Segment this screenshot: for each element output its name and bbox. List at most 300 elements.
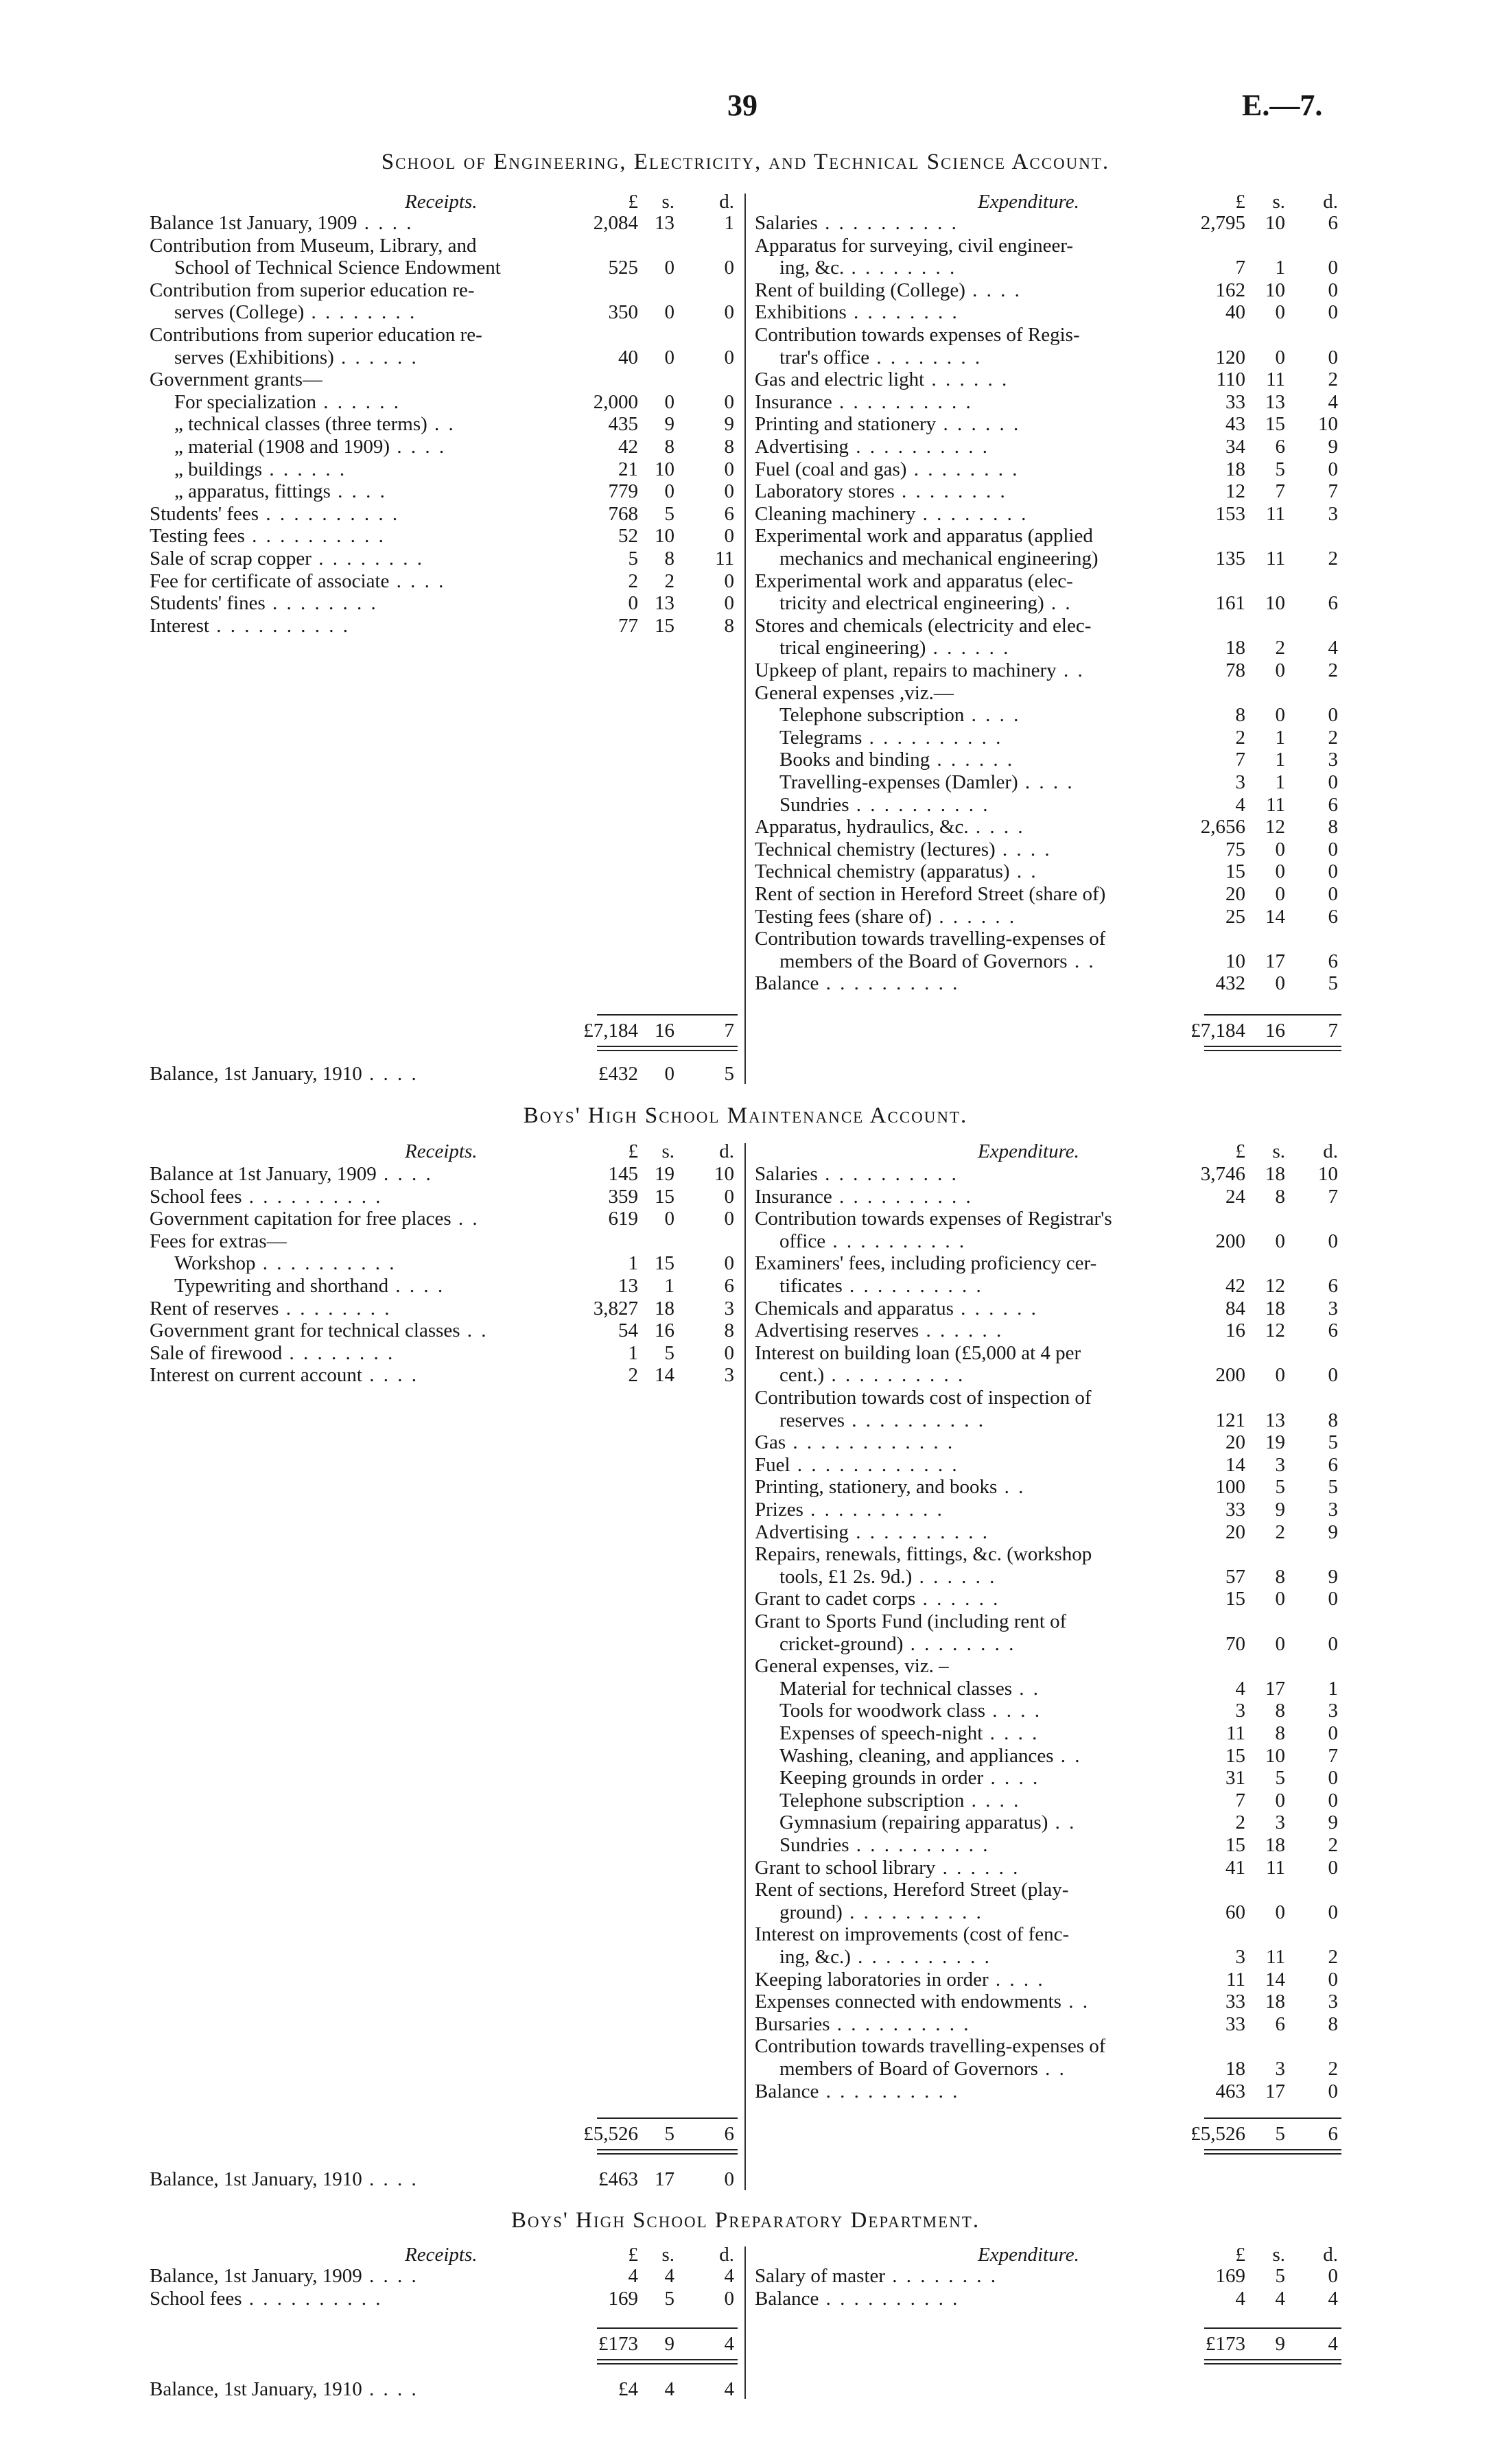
amount-shillings: 6 [1275, 2013, 1285, 2035]
amount-pence: 0 [1328, 838, 1338, 860]
line-label-text: Interest on building loan (£5,000 at 4 per [755, 1341, 1081, 1364]
amount-pounds: 14 [1225, 1453, 1245, 1476]
expenditure-line [755, 2080, 1441, 2103]
line-label-text: Balance [755, 2080, 819, 2102]
line-label [174, 257, 501, 279]
line-label [755, 2013, 971, 2036]
amount-shillings: 0 [1275, 1789, 1285, 1811]
line-label [755, 1342, 1081, 1365]
receipt-line [150, 1364, 836, 1387]
expenditure-line [755, 1901, 1441, 1924]
amount-pounds: 768 [608, 502, 638, 525]
receipt-line [150, 1230, 836, 1253]
line-label [755, 1655, 949, 1678]
leader-dots: . . [1044, 592, 1072, 615]
amount-pounds: 78 [1225, 659, 1245, 681]
expenditure-line [755, 1252, 1441, 1275]
currency-d: d. [719, 2244, 734, 2266]
amount-pounds: 70 [1225, 1632, 1245, 1655]
line-label-text: „ material (1908 and 1909) [174, 436, 390, 458]
receipt-line [150, 1163, 836, 1186]
expenditure-total [755, 2333, 1441, 2356]
line-label [150, 525, 386, 548]
line-label-text: Keeping laboratories in order [755, 1968, 989, 1991]
currency-s: s. [661, 2244, 674, 2266]
amount-pence: 6 [1328, 592, 1338, 615]
amount-pence: 0 [724, 592, 734, 615]
amount-pounds: 20 [1225, 1431, 1245, 1454]
line-label [755, 2288, 959, 2310]
carried-pence: 0 [724, 2168, 734, 2190]
amount-shillings: 13 [655, 212, 674, 234]
line-label [174, 413, 456, 436]
expenditure-line [755, 615, 1441, 637]
amount-pence: 0 [1328, 279, 1338, 301]
amount-pence: 0 [724, 570, 734, 592]
amount-shillings: 4 [1275, 2287, 1285, 2310]
line-label [150, 503, 399, 526]
line-label [755, 301, 959, 324]
line-label [779, 771, 1075, 794]
amount-pence: 0 [1328, 860, 1338, 883]
line-label-text: Interest [150, 614, 209, 637]
expenditure-line [755, 1678, 1441, 1700]
rule-above-total [1204, 2327, 1341, 2329]
line-label-text: Advertising reserves [755, 1319, 919, 1342]
expenditure-line [755, 2013, 1441, 2036]
amount-shillings: 1 [1275, 749, 1285, 771]
leader-dots: . . . . . . [333, 346, 419, 368]
amount-shillings: 19 [1265, 1431, 1285, 1454]
total-pence: 6 [1328, 2123, 1338, 2145]
receipt-line [150, 235, 836, 257]
expenditure-line [755, 1499, 1441, 1521]
amount-pence: 6 [1328, 1275, 1338, 1297]
line-label-text: Balance 1st January, 1909 [150, 212, 357, 234]
expenditure-line [755, 883, 1441, 906]
currency-d: d. [1323, 191, 1338, 213]
amount-pounds: 20 [1225, 883, 1245, 905]
total-pounds: £7,184 [583, 1020, 638, 1042]
carried-balance [150, 1063, 836, 1086]
line-label [779, 749, 1014, 771]
line-label-text: Washing, cleaning, and appliances [779, 1744, 1054, 1767]
leader-dots: . . . . . . [953, 1297, 1038, 1319]
line-label-text: Experimental work and apparatus (applied [755, 525, 1093, 548]
rule-above-total [597, 1014, 738, 1016]
amount-shillings: 12 [1265, 816, 1285, 838]
receipt-line [150, 436, 836, 458]
line-label [755, 1969, 1045, 1991]
line-label-text: Cleaning machinery [755, 502, 916, 525]
line-label-text: Tools for woodwork class [779, 1700, 986, 1722]
line-label [779, 1811, 1076, 1834]
receipt-line [150, 391, 836, 414]
double-rule-below-total [597, 1046, 738, 1047]
receipt-line [150, 212, 836, 235]
line-label [755, 1186, 973, 1208]
line-label [150, 615, 350, 637]
leader-dots: . . . . [995, 838, 1052, 860]
amount-shillings: 17 [1265, 950, 1285, 972]
amount-pounds: 120 [1215, 346, 1245, 368]
receipt-line [150, 1208, 836, 1230]
line-label-text: Government grant for technical classes [150, 1319, 460, 1342]
expenditure-line [755, 570, 1441, 593]
line-label-text: Printing and stationery [755, 413, 937, 436]
carried-shillings: 4 [664, 2378, 674, 2400]
amount-shillings: 14 [655, 1364, 674, 1387]
leader-dots: . . . . . . [912, 1565, 997, 1588]
amount-pounds: 525 [608, 257, 638, 279]
line-label [779, 1678, 1040, 1700]
currency-p: £ [628, 2244, 638, 2266]
amount-pence: 2 [1328, 2058, 1338, 2080]
line-label-text: General expenses, viz. – [755, 1655, 949, 1678]
line-label [150, 279, 475, 302]
amount-pence: 10 [1318, 413, 1338, 436]
leader-dots: . . [451, 1208, 480, 1230]
leader-dots: . . . . . . . . [915, 502, 1029, 525]
line-label [755, 2080, 959, 2103]
leader-dots: . . . . . . [926, 637, 1011, 659]
line-label [779, 1364, 965, 1387]
line-label-text: Repairs, renewals, fittings, &c. (workshop [755, 1543, 1092, 1566]
line-label [755, 1923, 1069, 1946]
line-label [755, 235, 1073, 257]
line-label-text: ground) [779, 1901, 843, 1923]
amount-shillings: 8 [1275, 1700, 1285, 1722]
expenditure-line [755, 637, 1441, 659]
rule-above-total [597, 2117, 738, 2119]
expenditure-line [755, 1745, 1441, 1768]
amount-shillings: 5 [664, 502, 674, 525]
line-label [779, 548, 1099, 570]
column-divider [744, 1143, 746, 2190]
line-label [779, 1946, 991, 1969]
line-label-text: School fees [150, 2287, 242, 2310]
line-label [779, 637, 1010, 659]
line-label [755, 860, 1038, 883]
carried-balance-label [150, 2378, 419, 2401]
leader-dots: . . [460, 1319, 489, 1342]
expenditure-line [755, 1275, 1441, 1298]
amount-pence: 8 [1328, 816, 1338, 838]
amount-pence: 0 [1328, 458, 1338, 480]
expenditure-heading: Expenditure. [978, 2244, 1079, 2266]
receipt-line [150, 301, 836, 324]
line-label [755, 682, 954, 705]
line-label-text: Contribution towards travelling-expenses of [755, 928, 1106, 950]
line-label [174, 458, 347, 481]
amount-shillings: 9 [1275, 1499, 1285, 1521]
line-label [779, 1722, 1039, 1745]
expenditure-line [755, 324, 1441, 347]
amount-pence: 6 [1328, 793, 1338, 816]
leader-dots: . . . . . . . . . . [850, 1946, 991, 1968]
line-label-text: Insurance [755, 390, 832, 413]
receipt-line [150, 458, 836, 481]
line-label-text: Contribution towards expenses of Regis- [755, 324, 1080, 346]
currency-s: s. [1272, 1140, 1285, 1162]
carried-balance [150, 2168, 836, 2191]
amount-shillings: 0 [1275, 1230, 1285, 1252]
leader-dots: . . . . . . [930, 749, 1015, 771]
line-label-text: Government capitation for free places [150, 1208, 451, 1230]
carried-pounds: £463 [598, 2168, 638, 2190]
carried-pence: 4 [724, 2378, 734, 2400]
expenditure-line [755, 235, 1441, 257]
amount-shillings: 0 [1275, 1901, 1285, 1923]
amount-pence: 5 [1328, 972, 1338, 995]
expenditure-line [755, 2288, 1441, 2310]
line-label [779, 257, 956, 279]
amount-pence: 1 [724, 212, 734, 234]
receipt-line [150, 1342, 836, 1365]
line-label-text: „ buildings [174, 458, 263, 480]
total-pounds: £7,184 [1190, 1020, 1245, 1042]
line-label [150, 368, 322, 391]
amount-pounds: 13 [618, 1275, 638, 1297]
line-label-text: Interest on improvements (cost of fenc- [755, 1923, 1070, 1946]
line-label [174, 436, 446, 458]
line-label [755, 391, 973, 414]
leader-dots: . . . . . . . . [885, 2265, 998, 2287]
line-label-text: Contributions from superior education re- [150, 324, 482, 346]
amount-pence: 0 [724, 1252, 734, 1275]
leader-dots: . . . . [357, 212, 414, 234]
amount-shillings: 8 [1275, 1565, 1285, 1588]
line-label [779, 1790, 1020, 1812]
amount-pence: 3 [1328, 749, 1338, 771]
expenditure-line [755, 2265, 1441, 2288]
leader-dots: . . . . . . [915, 1588, 1000, 1610]
expenditure-line [755, 1923, 1441, 1946]
leader-dots: . . [1037, 2058, 1066, 2080]
line-label-text: Balance [755, 972, 819, 995]
line-label-text: School of Technical Science Endowment [174, 257, 501, 279]
amount-pounds: 2,795 [1200, 212, 1245, 234]
amount-shillings: 5 [664, 1341, 674, 1364]
line-label-text: Keeping grounds in order [779, 1767, 984, 1790]
line-label [755, 1991, 1090, 2013]
line-label-text: Grant to Sports Fund (including rent of [755, 1610, 1067, 1632]
line-label-text: Gymnasium (repairing apparatus) [779, 1811, 1048, 1834]
amount-pence: 8 [724, 614, 734, 637]
line-label-text: Expenses of speech-night [779, 1722, 983, 1744]
carried-balance-text: Balance, 1st January, 1910 [150, 2378, 362, 2400]
leader-dots: . . . . . . . . . . [819, 2080, 960, 2102]
amount-pence: 0 [1328, 1364, 1338, 1387]
line-label-text: ing, &c. [779, 257, 845, 279]
line-label-text: Experimental work and apparatus (elec- [755, 570, 1073, 592]
amount-pounds: 4 [1235, 2287, 1245, 2310]
line-label-text: members of the Board of Governors [779, 950, 1068, 972]
amount-shillings: 12 [1265, 1319, 1285, 1342]
currency-d: d. [1323, 1140, 1338, 1162]
leader-dots: . . [1011, 1677, 1040, 1700]
line-label [755, 883, 1105, 906]
amount-pence: 0 [1328, 346, 1338, 368]
currency-s: s. [661, 191, 674, 213]
amount-shillings: 0 [1275, 1588, 1285, 1610]
double-rule-below-total [1204, 2359, 1341, 2360]
expenditure-line [755, 860, 1441, 883]
expenditure-line [755, 1454, 1441, 1477]
total-shillings: 16 [1265, 1020, 1285, 1042]
leader-dots: . . . . . . . . . . [824, 1364, 965, 1387]
leader-dots: . . . . . . . . . . [819, 2287, 960, 2310]
line-label-text: Balance [755, 2287, 819, 2310]
currency-s: s. [661, 1140, 674, 1162]
line-label-text: School fees [150, 1185, 242, 1208]
line-label-text: Technical chemistry (apparatus) [755, 860, 1010, 883]
line-label [755, 324, 1080, 347]
line-label [779, 1767, 1040, 1790]
amount-pence: 0 [1328, 2265, 1338, 2287]
expenditure-line [755, 1655, 1441, 1678]
leader-dots: . . . . . . . . . . [848, 1521, 989, 1543]
line-label [174, 391, 401, 414]
leader-dots: . . . . . . . . . . [242, 1185, 383, 1208]
line-label-text: reserves [779, 1409, 845, 1431]
amount-shillings: 1 [664, 1275, 674, 1297]
line-label-text: Interest on current account [150, 1364, 362, 1387]
line-label [755, 1319, 1003, 1342]
receipts-heading: Receipts. [405, 191, 478, 213]
amount-pence: 4 [1328, 2287, 1338, 2310]
amount-pence: 10 [714, 1163, 734, 1185]
amount-pence: 2 [1328, 548, 1338, 570]
amount-shillings: 8 [664, 548, 674, 570]
total-shillings: 16 [655, 1020, 674, 1042]
amount-shillings: 15 [655, 614, 674, 637]
column-divider [744, 2246, 746, 2399]
line-label [150, 592, 378, 615]
line-label-text: Typewriting and shorthand [174, 1275, 389, 1297]
leader-dots: . . . . . . [935, 1856, 1020, 1879]
expenditure-line [755, 1387, 1441, 1409]
receipt-line [150, 413, 836, 436]
leader-dots: . . . . [965, 279, 1022, 301]
expenditure-line [755, 1969, 1441, 1991]
amount-pence: 4 [1328, 637, 1338, 659]
amount-shillings: 3 [1275, 2058, 1285, 2080]
line-label [755, 458, 1019, 481]
line-label [150, 1364, 419, 1387]
leader-dots: . . . . . . . . [282, 1341, 395, 1364]
amount-pence: 9 [1328, 1811, 1338, 1834]
amount-pounds: 169 [1215, 2265, 1245, 2287]
line-label-text: Laboratory stores [755, 480, 895, 503]
amount-shillings: 15 [655, 1185, 674, 1208]
receipt-line [150, 615, 836, 637]
leader-dots: . . . . [983, 1767, 1040, 1790]
amount-shillings: 1 [1275, 726, 1285, 749]
amount-pence: 7 [1328, 1744, 1338, 1767]
line-label-text: Contribution from superior education re- [150, 279, 475, 301]
amount-shillings: 0 [1275, 301, 1285, 324]
leader-dots: . . . . . . . . . . [825, 1230, 967, 1252]
expenditure-line [755, 347, 1441, 369]
amount-shillings: 14 [1265, 905, 1285, 928]
amount-pence: 3 [1328, 1991, 1338, 2013]
expenditure-line [755, 2035, 1441, 2058]
amount-pounds: 4 [628, 2265, 638, 2287]
line-label [755, 2265, 998, 2288]
amount-pence: 8 [1328, 1409, 1338, 1431]
amount-shillings: 3 [1275, 1811, 1285, 1834]
amount-pence: 5 [1328, 1476, 1338, 1499]
amount-shillings: 12 [1265, 1275, 1285, 1297]
amount-pounds: 200 [1215, 1230, 1245, 1252]
line-label [755, 1163, 959, 1186]
line-label-text: Examiners' fees, including proficiency cer- [755, 1252, 1097, 1275]
line-label-text: Advertising [755, 436, 849, 458]
double-rule-below-total [597, 2363, 738, 2365]
line-label-text: Students' fines [150, 592, 266, 615]
leader-dots: . . . . . . [262, 458, 347, 480]
leader-dots: . . [1048, 1811, 1077, 1834]
leader-dots: . . . . [330, 480, 387, 503]
total-pence: 7 [724, 1020, 734, 1042]
carried-pounds: £432 [598, 1063, 638, 1085]
line-label-text: cricket-ground) [779, 1632, 904, 1655]
amount-shillings: 5 [1275, 2265, 1285, 2287]
amount-pence: 6 [1328, 212, 1338, 234]
leader-dots: . . . . . . . . . . [803, 1499, 944, 1521]
amount-shillings: 4 [664, 2265, 674, 2287]
line-label-text: Gas [755, 1431, 786, 1454]
leader-dots: . . . . [983, 1722, 1040, 1744]
amount-pounds: 10 [1225, 950, 1245, 972]
expenditure-line [755, 771, 1441, 794]
line-label [755, 1499, 944, 1521]
line-label-text: Travelling-expenses (Damler) [779, 771, 1018, 793]
expenditure-line [755, 816, 1441, 838]
line-label [779, 1700, 1042, 1722]
amount-pence: 0 [724, 2287, 734, 2310]
amount-pounds: 153 [1215, 502, 1245, 525]
amount-pounds: 18 [1225, 2058, 1245, 2080]
line-label [755, 615, 1091, 637]
amount-pounds: 161 [1215, 592, 1245, 615]
expenditure-line [755, 1163, 1441, 1186]
amount-shillings: 16 [655, 1319, 674, 1342]
leader-dots: . . . . [389, 570, 446, 592]
line-label [755, 1610, 1066, 1633]
amount-pounds: 779 [608, 480, 638, 503]
expenditure-line [755, 1700, 1441, 1722]
line-label-text: tools, £1 2s. 9d.) [779, 1565, 913, 1588]
leader-dots: . . [1061, 1991, 1090, 2013]
receipt-line [150, 347, 836, 369]
line-label [779, 2058, 1066, 2080]
receipt-line [150, 1275, 836, 1298]
amount-shillings: 0 [1275, 972, 1285, 995]
line-label [779, 1275, 983, 1298]
amount-pence: 0 [1328, 1230, 1338, 1252]
double-rule-below-total [597, 2359, 738, 2360]
amount-shillings: 8 [1275, 1722, 1285, 1744]
amount-pence: 0 [1328, 1856, 1338, 1879]
amount-shillings: 0 [1275, 704, 1285, 727]
amount-pence: 6 [724, 1275, 734, 1297]
leader-dots: . . . . . . [316, 390, 401, 413]
line-label-text: Telephone subscription [779, 704, 965, 727]
amount-pounds: 16 [1225, 1319, 1245, 1342]
leader-dots: . . . . . . . . . . . . [790, 1453, 959, 1476]
